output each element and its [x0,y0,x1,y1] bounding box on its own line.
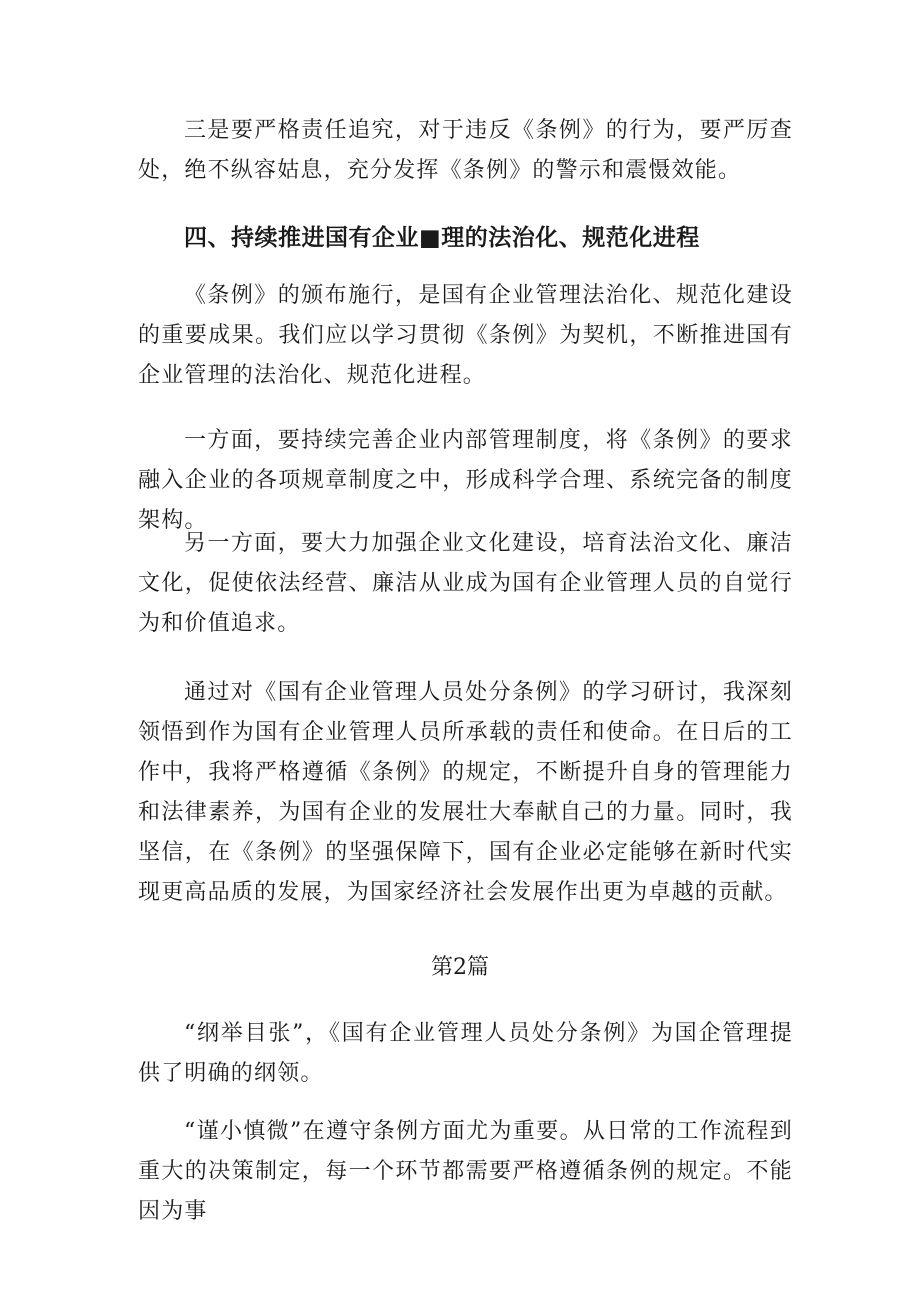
section-heading-4: 四、持续推进国有企业■理的法治化、规范化进程 [184,225,700,251]
paragraph-conclusion: 通过对《国有企业管理人员处分条例》的学习研讨，我深刻领悟到作为国有企业管理人员所承载的责任和使命。在日后的工作中，我将严格遵循《条例》的规定，不断提升自身的管理能力和法律素养，为国有企业的发展壮大奉献自己的力量。同时，我坚信，在《条例》的坚强保障下，国有企业必定能够在新时代实现更高品质的发展，为国家经济社会发展作出更为卓越的贡献。 [138,680,793,905]
paragraph-accountability: 三是要严格责任追究，对于违反《条例》的行为，要严厉查处，绝不纵容姑息，充分发挥《条例》的警示和震慑效能。 [138,118,793,183]
paragraph-regulation-achievement: 《条例》的颁布施行，是国有企业管理法治化、规范化建设的重要成果。我们应以学习贯彻《条例》为契机，不断推进国有企业管理的法治化、规范化进程。 [138,283,793,388]
paragraph-caution: “谨小慎微”在遵守条例方面尤为重要。从日常的工作流程到重大的决策制定，每一个环节都需要严格遵循条例的规定。不能因为事 [138,1119,793,1224]
paragraph-other-hand: 另一方面，要大力加强企业文化建设，培育法治文化、廉洁文化，促使依法经营、廉洁从业成为国有企业管理人员的自觉行为和价值追求。 [138,531,793,636]
paragraph-one-hand: 一方面，要持续完善企业内部管理制度，将《条例》的要求融入企业的各项规章制度之中，形成科学合理、系统完备的制度架构。 [138,428,793,533]
paragraph-guiding-principle: “纲举目张”，《国有企业管理人员处分条例》为国企管理提供了明确的纲领。 [138,1021,793,1086]
chapter-title: 第2篇 [431,955,489,980]
